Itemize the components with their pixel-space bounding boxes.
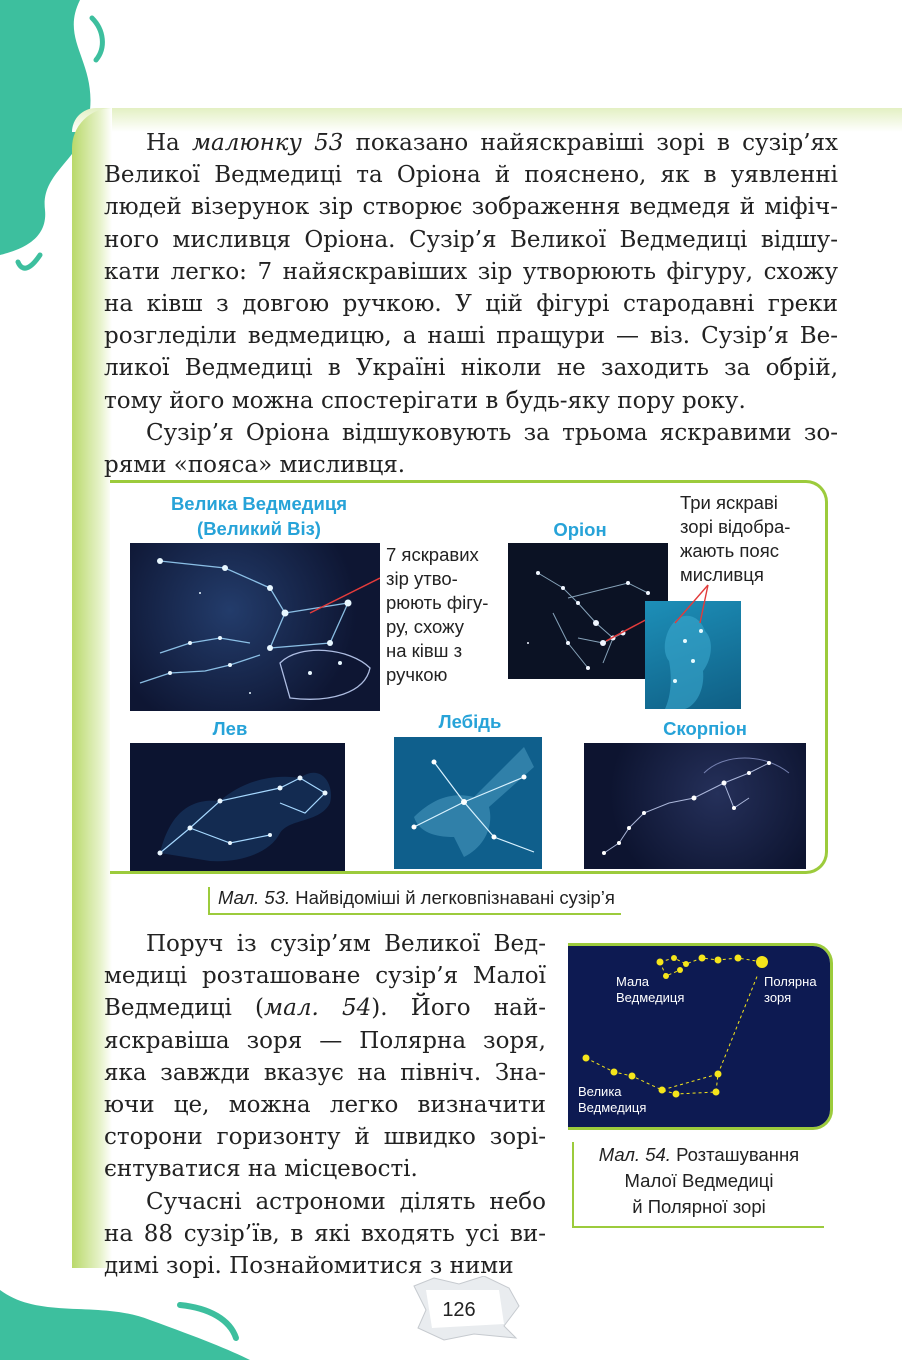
text-line: Великої Ведмедиці та Оріона й пояснено, як в уявленні (104, 162, 838, 189)
big-dipper-subtitle: (Великий Віз) (197, 518, 321, 539)
caption-line: й Полярної зорі (632, 1196, 766, 1217)
little-dipper-label: Ведмедиця (616, 990, 685, 1005)
orion-stars-icon (508, 543, 668, 679)
note-line: ручкою (386, 664, 448, 685)
polaris-text (104, 928, 546, 1282)
text-line: Сузір’я Оріона відшуковують за трьома яскравими зо- (146, 419, 838, 446)
note-line: жають пояс (680, 540, 779, 561)
text-fragment: ). Його най- (371, 995, 546, 1022)
big-dipper-stars-icon (130, 543, 380, 711)
big-dipper-image (130, 543, 380, 711)
text-line: димі зорі. Познайомитися з ними (104, 1253, 514, 1280)
note-line: 7 яскравих (386, 544, 479, 565)
orion-belt-note (680, 491, 790, 587)
note-line: на ківш з (386, 640, 463, 661)
note-line: Три яскраві (680, 492, 778, 513)
note-line: зір утво- (386, 568, 458, 589)
paragraph-88-constellations (104, 1186, 546, 1283)
polaris-star-map (568, 946, 830, 1127)
text-line: яка завжди вказує на північ. Зна- (104, 1059, 546, 1086)
note-line: мисливця (680, 564, 764, 585)
note-line: ру, схожу (386, 616, 464, 637)
figure-reference: мал. 54 (264, 995, 372, 1022)
scorpius-title: Скорпіон (663, 718, 747, 739)
text-line: сторони горизонту й швидко зорі- (104, 1124, 546, 1151)
intro-text (104, 127, 838, 481)
leo-title: Лев (212, 718, 248, 739)
note-line: рюють фігу- (386, 592, 489, 613)
figure-reference: малюнку 53 (191, 130, 344, 156)
orion-title: Оріон (553, 519, 607, 540)
text-line (104, 127, 838, 159)
big-dipper-note (386, 543, 488, 687)
belt-pointer-lines (670, 583, 710, 643)
big-dipper-title: Велика Ведмедиця (170, 493, 348, 514)
text-line: ликої Ведмедиці в Україні ніколи не заходить за обрій, (104, 355, 838, 382)
text-line: розгледіли ведмедицю, а наші пращури — віз. Сузір’я Ве- (104, 323, 838, 350)
leo-stars-icon (130, 743, 345, 871)
page-number: 126 (442, 1299, 476, 1321)
caption-text: Розташування (670, 1144, 800, 1165)
polaris-label: Полярна (764, 974, 817, 989)
teal-splash-bottom-decoration (0, 1280, 260, 1360)
figure-54-caption (572, 1142, 824, 1228)
paragraph-big-dipper (104, 127, 838, 417)
polaris-star-icon (756, 956, 768, 968)
text-line: ного мисливця Оріона. Сузір’я Великої Ведмедиці відшу- (104, 226, 838, 253)
big-dipper-label: Велика (578, 1084, 622, 1099)
text-line: Сучасні астрономи ділять небо (146, 1188, 546, 1215)
polaris-label: зоря (764, 990, 792, 1005)
text-line (104, 992, 546, 1024)
text-fragment: Ведмедиці ( (104, 995, 265, 1022)
text-line: на ківш з довгою ручкою. У цій фігурі стародавні греки (104, 291, 838, 318)
text-fragment: На (146, 130, 192, 156)
caption-line: Малої Ведмедиці (624, 1170, 774, 1191)
leo-image (130, 743, 345, 871)
text-line: яскравіша зоря — Полярна зоря, (104, 1027, 546, 1054)
note-line: зорі відобра- (680, 516, 791, 537)
caption-line (574, 1142, 824, 1168)
cygnus-stars-icon (394, 737, 542, 869)
figure-53-constellations (110, 480, 828, 874)
text-line: ючи це, можна легко визначити (104, 1092, 546, 1119)
figure-54-polaris (568, 943, 833, 1130)
text-line: людей візерунок зір створює зображення ведмедя й міфіч- (104, 194, 838, 221)
big-dipper-label: Ведмедиця (578, 1100, 647, 1115)
caption-label: Мал. 53. (218, 887, 291, 908)
text-line: тому його можна спостерігати в будь-яку пору року. (104, 387, 746, 414)
orion-image (508, 543, 668, 679)
text-line: єнтуватися на місцевості. (104, 1156, 418, 1183)
cygnus-image (394, 737, 542, 869)
text-line: кати легко: 7 найяскравіших зір утворюють фігуру, схожу (104, 258, 838, 285)
cygnus-title: Лебідь (438, 711, 502, 732)
scorpius-image (584, 743, 806, 869)
paragraph-orion (104, 417, 838, 481)
paragraph-little-dipper (104, 928, 546, 1186)
figure-53-caption (208, 887, 621, 915)
text-line: на 88 сузір’їв, в які входять усі ви- (104, 1220, 546, 1247)
little-dipper-label: Мала (616, 974, 650, 989)
caption-text: Найвідоміші й легковпізнавані сузір’я (290, 887, 615, 908)
text-fragment: показано найяскравіші зорі в сузір’ях (343, 130, 838, 156)
scorpius-stars-icon (584, 743, 806, 869)
text-line: Поруч із сузір’ям Великої Вед- (146, 931, 546, 957)
caption-label: Мал. 54. (598, 1144, 671, 1165)
text-line: медиці розташоване сузір’я Малої (104, 963, 546, 990)
text-line: рями «пояса» мисливця. (104, 452, 406, 479)
